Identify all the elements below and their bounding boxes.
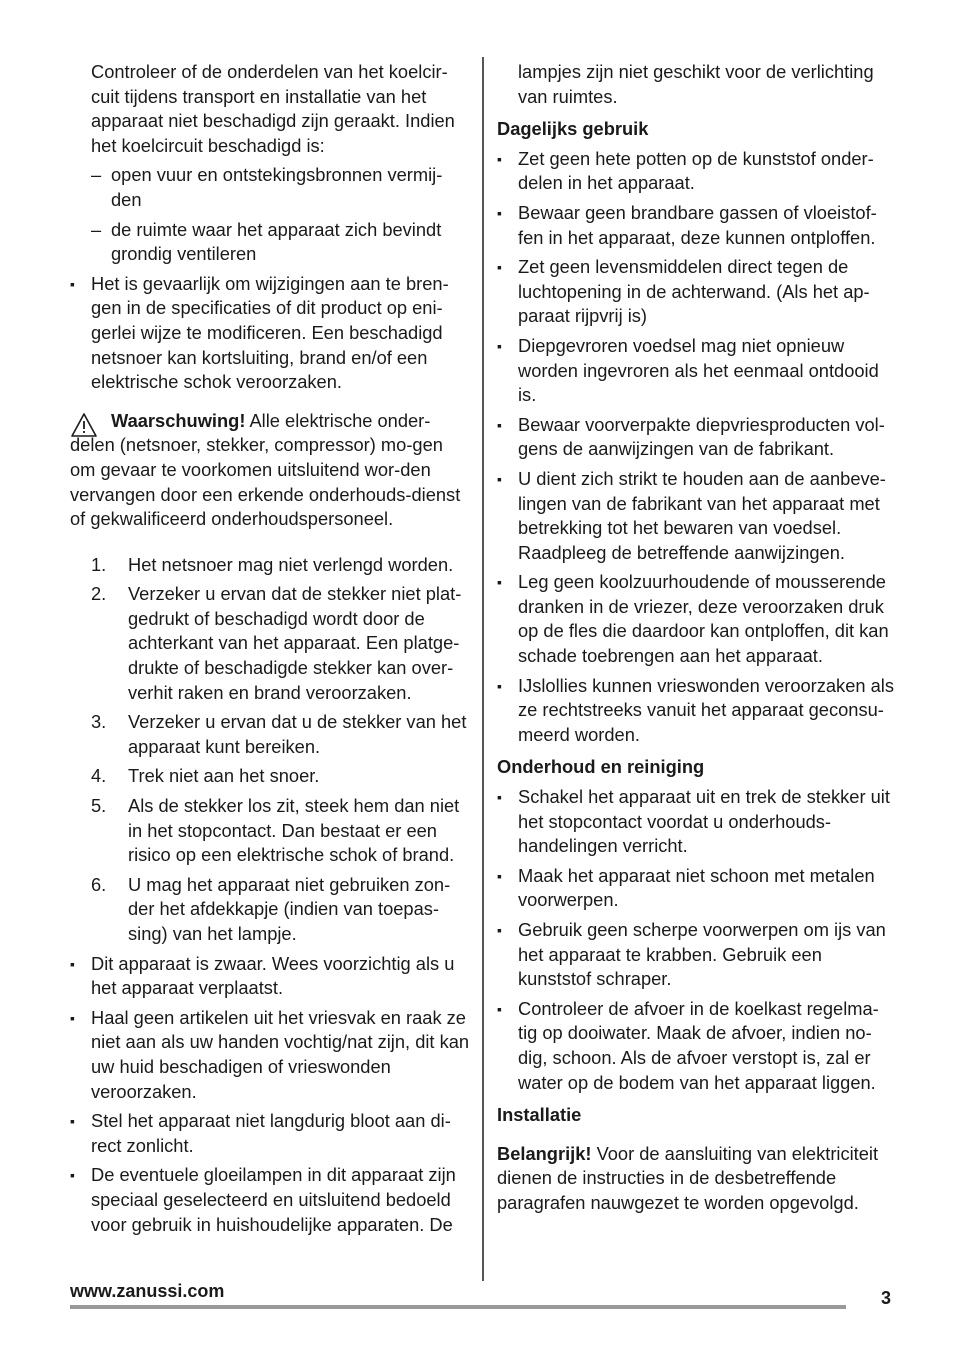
section-heading-installation: Installatie: [497, 1104, 582, 1126]
bullet-marker: ▪: [497, 337, 502, 354]
right-column: [497, 60, 897, 1216]
left-column: [70, 60, 470, 1237]
bullet-marker: ▪: [497, 1000, 502, 1017]
bullet-marker: ▪: [70, 275, 75, 292]
list-item-text: Dit apparaat is zwaar. Wees voorzichtig als u het apparaat verplaatst.: [91, 952, 455, 999]
list-item-text: Gebruik geen scherpe voorwerpen om ijs van het apparaat te krabben. Gebruik een kunststof schraper.: [518, 919, 886, 990]
numbered-item-text: Verzeker u ervan dat u de stekker van het apparaat kunt bereiken.: [128, 711, 467, 757]
bullet-marker: ▪: [497, 789, 502, 806]
numbered-item-text: Verzeker u ervan dat de stekker niet plat-gedrukt of beschadigd wordt door de achterkant van het apparaat. Een platge-drukte of beschadigde stekker kan over-verhit raken en brand veroorzaken.: [128, 583, 462, 703]
list-item-text: Bewaar geen brandbare gassen of vloeistof-fen in het apparaat, deze kunnen ontploffen.: [518, 201, 877, 248]
number-marker: 1.: [91, 553, 107, 575]
list-item-text: Zet geen hete potten op de kunststof onder-delen in het apparaat.: [518, 147, 874, 194]
number-marker: 5.: [91, 795, 107, 817]
list-item: [497, 413, 897, 462]
list-item-text: open vuur en ontstekingsbronnen vermij-den: [111, 164, 443, 210]
list-item: [497, 918, 897, 992]
list-item-text: Maak het apparaat niet schoon met metalen voorwerpen.: [518, 864, 875, 911]
list-item: [497, 467, 897, 565]
list-item: [70, 1163, 470, 1237]
bullet-marker: ▪: [497, 204, 502, 221]
bullet-marker: ▪: [497, 470, 502, 487]
bullet-marker: ▪: [70, 1167, 75, 1184]
list-item-text: Het is gevaarlijk om wijzigingen aan te bren-gen in de specificaties of dit product op eni-gerlei wijze te modificeren. Een beschadigd netsnoer kan kortsluiting, brand en/of een elektrische schok veroorzaken.: [91, 272, 449, 393]
numbered-item-text: Trek niet aan het snoer.: [128, 765, 320, 787]
bullet-marker: ▪: [497, 867, 502, 884]
numbered-item: [70, 553, 470, 578]
continuation-paragraph: lampjes zijn niet geschikt voor de verlichting van ruimtes.: [518, 61, 874, 107]
list-item-text: de ruimte waar het apparaat zich bevindt grondig ventileren: [111, 218, 442, 265]
numbered-item: [70, 794, 470, 868]
numbered-item: [70, 764, 470, 789]
bullet-marker: ▪: [497, 150, 502, 167]
bullet-marker: ▪: [497, 416, 502, 433]
list-item: [70, 163, 470, 212]
important-text: Voor de aansluiting van elektriciteit dienen de instructies in de desbetreffende paragrafen nauwgezet te worden opgevolgd.: [497, 1142, 879, 1213]
list-item-text: Stel het apparaat niet langdurig bloot aan di-rect zonlicht.: [91, 1110, 451, 1156]
numbered-item-text: U mag het apparaat niet gebruiken zon-der het afdekkapje (indien van toepas-sing) van het lampje.: [128, 873, 451, 944]
list-item: [497, 785, 897, 859]
bullet-marker: ▪: [70, 955, 75, 972]
number-marker: 3.: [91, 711, 107, 733]
bullet-marker: ▪: [70, 1113, 75, 1130]
list-item-text: IJslollies kunnen vrieswonden veroorzaken als ze rechtstreeks vanuit het apparaat geconsu-meerd worden.: [518, 674, 894, 745]
number-marker: 4.: [91, 765, 107, 787]
list-item: [497, 334, 897, 408]
list-item: [70, 272, 470, 395]
bullet-marker: ▪: [497, 922, 502, 938]
list-item-text: Haal geen artikelen uit het vriesvak en raak ze niet aan als uw handen vochtig/nat zijn, dit kan uw huid beschadigen of vrieswonden veroorzaken.: [91, 1006, 470, 1102]
important-note: [497, 1142, 897, 1216]
list-item: [497, 201, 897, 250]
list-item-text: Zet geen levensmiddelen direct tegen de luchtopening in de achterwand. (Als het ap-paraat rijpvrij is): [518, 256, 870, 327]
list-item: [497, 997, 897, 1095]
intro-paragraph: Controleer of de onderdelen van het koelcir-cuit tijdens transport en installatie van het apparaat niet beschadigd zijn geraakt. Indien het koelcircuit beschadigd is:: [91, 61, 455, 156]
bullet-marker: ▪: [497, 677, 502, 694]
footer-url: www.zanussi.com: [70, 1281, 225, 1301]
list-item: [497, 674, 897, 748]
list-item: [70, 218, 470, 267]
number-marker: 6.: [91, 873, 107, 895]
list-item: [497, 255, 897, 329]
list-item: [70, 1109, 470, 1158]
warning-triangle-icon: [70, 412, 98, 438]
list-item-text: U dient zich strikt te houden aan de aanbeve-lingen van de fabrikant van het apparaat met betrekking tot het bewaren van voedsel. Raadpleeg de betreffende aanwijzingen.: [518, 467, 886, 563]
warning-block: [70, 409, 470, 532]
column-divider: [482, 57, 484, 1281]
number-marker: 2.: [91, 583, 107, 605]
numbered-item: [70, 582, 470, 705]
numbered-item: [70, 873, 470, 947]
page-number: 3: [881, 1288, 892, 1308]
list-item: [497, 864, 897, 913]
list-item-text: Schakel het apparaat uit en trek de stekker uit het stopcontact voordat u onderhouds-handelingen verricht.: [518, 786, 890, 857]
warning-label: Waarschuwing!: [111, 409, 246, 431]
dash-marker: –: [91, 218, 102, 240]
bullet-marker: ▪: [70, 1009, 75, 1026]
numbered-item-text: Als de stekker los zit, steek hem dan niet in het stopcontact. Dan bestaat er een risico op een elektrische schok of brand.: [128, 795, 460, 866]
list-item: [70, 1006, 470, 1104]
section-heading-daily-use: Dagelijks gebruik: [497, 118, 649, 140]
important-label: Belangrijk!: [497, 1142, 592, 1164]
warning-text: Alle elektrische onder-delen (netsnoer, stekker, compressor) mo-gen om gevaar te voorkomen uitsluitend wor-den vervangen door een erkende onderhouds-dienst of gekwalificeerd onderhoudspersoneel.: [70, 409, 461, 530]
bullet-marker: ▪: [497, 259, 502, 276]
dash-marker: –: [91, 164, 102, 186]
list-item-text: Bewaar voorverpakte diepvriesproducten vol-gens de aanwijzingen van de fabrikant.: [518, 413, 885, 460]
list-item: [70, 952, 470, 1001]
list-item: [497, 570, 897, 668]
numbered-item: [70, 710, 470, 759]
bullet-marker: ▪: [497, 574, 502, 591]
numbered-item-text: Het netsnoer mag niet verlengd worden.: [128, 553, 454, 575]
section-heading-maintenance: Onderhoud en reiniging: [497, 756, 705, 778]
list-item-text: Controleer de afvoer in de koelkast regelma-tig op dooiwater. Maak de afvoer, indien no-dig, schoon. Als de afvoer verstopt is, zal er water op de bodem van het apparaat liggen.: [518, 997, 879, 1093]
list-item-text: Leg geen koolzuurhoudende of mousserende dranken in de vriezer, deze veroorzaken druk op de fles die daardoor kan ontploffen, dit kan schade toebrengen aan het apparaat.: [518, 571, 889, 667]
list-item-text: De eventuele gloeilampen in dit apparaat zijn speciaal geselecteerd en uitsluitend bedoeld voor gebruik in huishoudelijke apparaten. De: [91, 1164, 456, 1235]
footer-rule: [70, 1305, 846, 1309]
list-item-text: Diepgevroren voedsel mag niet opnieuw worden ingevroren als het eenmaal ontdooid is.: [518, 334, 879, 406]
list-item: [497, 147, 897, 196]
